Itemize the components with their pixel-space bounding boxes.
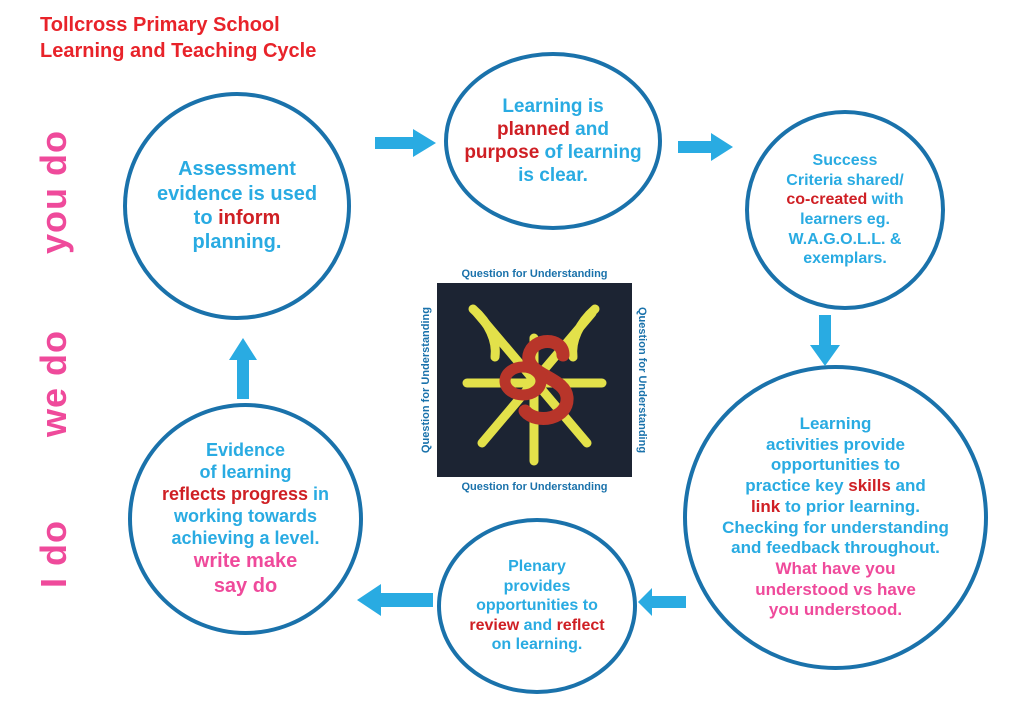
text-line: Assessment [178,158,296,181]
text-line: W.A.G.O.L.L. & [788,230,902,248]
text-line: Learning is [502,95,604,117]
question-label-right-wrap [634,283,650,477]
text-line: learners eg. [800,211,890,228]
text-line: practice key skills and [745,476,926,496]
text-line: Success [812,152,878,170]
cycle-node-learning-activities[interactable] [683,365,988,670]
cycle-node-evidence-text [152,440,339,599]
cycle-node-assessment[interactable] [123,92,351,320]
text-line: Plenary [508,558,566,576]
text-line: Learning [799,413,872,433]
text-line: link to prior learning. [750,496,921,516]
text-line: co-created with [786,191,904,209]
text-line: planning. [192,231,282,254]
cycle-node-learning-activities-text [712,414,959,621]
text-line: opportunities to [770,455,901,475]
text-line: Criteria shared/ [786,171,904,189]
text-line: of learning [199,461,292,482]
text-line: working towards [173,505,317,526]
text-line: review and reflect [469,616,605,634]
text-line: on learning. [491,636,583,654]
text-line: provides [503,577,571,595]
text-line: Checking for understanding [722,517,949,537]
text-line: understood vs have [755,579,916,599]
question-label-left-wrap [418,283,434,477]
arrow-planned-to-success [678,132,734,162]
text-line: planned and [497,118,609,140]
text-line: opportunities to [476,597,598,615]
cycle-node-planned[interactable] [444,52,662,230]
side-label-i-do: I do [33,520,74,588]
text-line: activities provide [766,434,905,454]
text-line: is clear. [518,165,588,187]
text-line: to inform [193,207,281,229]
page-title: Tollcross Primary School Learning and Teaching Cycle [40,14,317,62]
cycle-node-evidence[interactable] [128,403,363,635]
side-label-you-do: you do [33,130,74,254]
side-label-we-do: we do [33,330,74,438]
arrow-evidence-to-assessment [228,338,258,400]
question-label-right: Question for Understanding [636,306,648,454]
text-line: say do [213,574,278,597]
cycle-node-assessment-text [147,157,327,255]
arrow-plenary-to-evidence [357,583,433,617]
text-line: What have you [775,558,896,578]
arrow-activities-to-plenary [638,587,686,617]
question-label-top: Question for Understanding [461,268,608,280]
text-line: Evidence [205,439,286,460]
school-crest-icon [437,283,632,477]
cycle-node-plenary[interactable] [437,518,637,694]
question-label-bottom: Question for Understanding [461,481,608,493]
text-line: and feedback throughout. [731,538,940,558]
text-line: evidence is used [156,182,318,205]
question-label-left: Question for Understanding [420,306,432,454]
arrow-assessment-to-planned [375,128,437,158]
text-line: reflects progress in [161,483,330,504]
text-line: write make [193,550,298,573]
text-line: purpose of learning [464,142,642,163]
cycle-node-plenary-text [459,557,614,655]
cycle-node-planned-text [454,95,651,188]
text-line: you understood. [768,600,903,620]
arrow-success-to-activities [810,315,842,367]
school-crest-wrap [437,283,632,477]
text-line: achieving a level. [171,527,320,548]
cycle-node-success-criteria-text [776,151,913,268]
text-line: exemplars. [803,250,887,268]
cycle-node-success-criteria[interactable] [745,110,945,310]
